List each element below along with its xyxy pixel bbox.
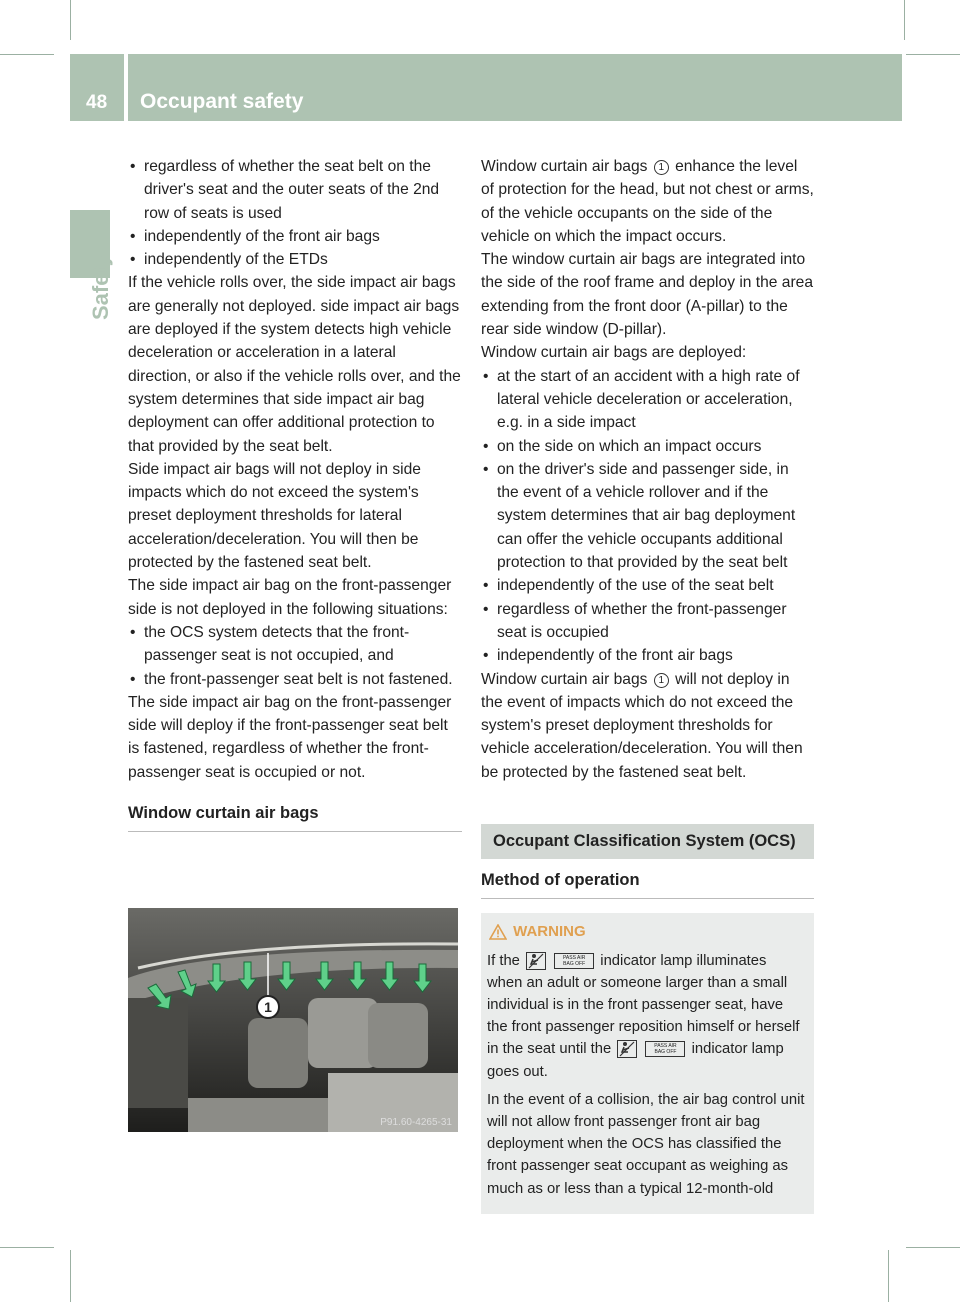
warning-title-row bbox=[487, 921, 805, 943]
section-heading: Window curtain air bags bbox=[128, 802, 462, 832]
text-run: enhance the level of protection for the head, but not chest or arms, of the vehicle occupants on the side of the vehicle on which the impact occurs. bbox=[481, 158, 814, 245]
pass-airbag-off-indicator: PASS AIR BAG OFF bbox=[554, 953, 594, 969]
curtain-airbag-figure bbox=[128, 908, 458, 1132]
callout-1: 1 bbox=[654, 160, 669, 175]
list-item: • independently of the ETDs bbox=[128, 248, 462, 271]
warning-box bbox=[481, 913, 814, 1213]
paragraph: The window curtain air bags are integrated into the side of the roof frame and deploy in the area extending from the front door (A-pillar) to the rear side window (D-pillar). bbox=[481, 251, 814, 339]
paragraph bbox=[481, 155, 814, 248]
crop-mark bbox=[906, 54, 960, 55]
paragraph: The side impact air bag on the front-passenger side will deploy if the front-passenger seat belt is fastened, regardless of whether the front-passenger seat is occupied or not. bbox=[128, 693, 452, 781]
paragraph: Side impact air bags will not deploy in side impacts which do not exceed the system's preset deployment thresholds for lateral acceleration/deceleration. You will then be protected by the fastened seat belt. bbox=[128, 460, 421, 572]
crop-mark bbox=[0, 54, 54, 55]
left-text bbox=[128, 155, 462, 784]
running-title: Occupant safety bbox=[140, 90, 304, 113]
list-item: • the front-passenger seat belt is not fastened. bbox=[128, 668, 462, 691]
passenger-airbag-off-icon bbox=[617, 1040, 637, 1058]
text-run: If the bbox=[487, 952, 520, 969]
text-run: Window curtain air bags bbox=[481, 670, 652, 688]
figure-drawing bbox=[128, 908, 458, 1132]
list-item: • regardless of whether the front-passenger seat is occupied bbox=[481, 598, 814, 645]
list-item: • independently of the front air bags bbox=[481, 644, 814, 667]
figure-code: P91.60-4265-31 bbox=[380, 1117, 452, 1128]
list-item: • regardless of whether the seat belt on the driver's seat and the outer seats of the 2nd row of seats is used bbox=[128, 155, 462, 225]
list-item: • on the side on which an impact occurs bbox=[481, 435, 814, 458]
list-item: • independently of the front air bags bbox=[128, 225, 462, 248]
crop-mark bbox=[906, 1247, 960, 1248]
paragraph: If the vehicle rolls over, the side impact air bags are generally not deployed. side impact air bags are deployed if the system detects high vehicle deceleration or acceleration in a lateral direction, or also if the vehicle rolls over, and the system determines that side impact air bag deployment can offer additional protection to that provided by the seat belt. bbox=[128, 274, 461, 455]
text-run: indicator lamp illuminates when an adult or someone larger than a small individual is in the front passenger seat, have the front passenger reposition himself or herself in the seat until the bbox=[487, 952, 800, 1058]
warning-paragraph: In the event of a collision, the air bag control unit will not allow front passenger front air bag deployment when the OCS has classified the front passenger seat occupant as weighing as much as or less than a typical 12-month-old bbox=[487, 1091, 805, 1197]
callout-number: 1 bbox=[264, 999, 272, 1015]
text-run: Window curtain air bags bbox=[481, 158, 652, 175]
side-tab-label: Safety bbox=[88, 253, 113, 320]
watermark: carmanualsonline.info bbox=[780, 1280, 950, 1297]
passenger-airbag-off-icon bbox=[526, 952, 546, 970]
crop-mark bbox=[0, 1247, 54, 1248]
crop-mark bbox=[70, 0, 71, 40]
list-item: • on the driver's side and passenger side, in the event of a vehicle rollover and if the system determines that air bag deployment can offer the vehicle occupants additional protection to that provided by the seat belt bbox=[481, 458, 814, 574]
warning-title: WARNING bbox=[513, 923, 586, 941]
page-number: 48 bbox=[86, 92, 108, 113]
list-item: • independently of the use of the seat belt bbox=[481, 574, 814, 597]
list-item: • the OCS system detects that the front-passenger seat is not occupied, and bbox=[128, 621, 462, 668]
paragraph: The side impact air bag on the front-passenger side is not deployed in the following situations: bbox=[128, 577, 452, 618]
warning-triangle-icon bbox=[489, 924, 507, 940]
ocs-heading: Occupant Classification System (OCS) bbox=[481, 824, 814, 859]
warning-paragraph bbox=[487, 950, 805, 1083]
left-column bbox=[128, 155, 462, 832]
paragraph bbox=[481, 668, 814, 784]
crop-mark bbox=[70, 1250, 71, 1302]
list-item: • at the start of an accident with a high rate of lateral vehicle deceleration or acceleration, e.g. in a side impact bbox=[481, 365, 814, 435]
header-separator bbox=[124, 54, 128, 121]
method-heading: Method of operation bbox=[481, 869, 814, 899]
paragraph: Window curtain air bags are deployed: bbox=[481, 344, 747, 362]
text-run: indicator lamp goes out. bbox=[487, 1041, 784, 1080]
crop-mark bbox=[904, 0, 905, 40]
pass-airbag-off-indicator: PASS AIR BAG OFF bbox=[645, 1041, 685, 1057]
text-run: will not deploy in the event of impacts which do not exceed the system's preset deployment thresholds for vehicle acceleration/deceleration. You will then be protected by the fastened seat belt. bbox=[481, 670, 803, 781]
right-column bbox=[481, 155, 814, 1214]
callout-1: 1 bbox=[654, 673, 669, 688]
